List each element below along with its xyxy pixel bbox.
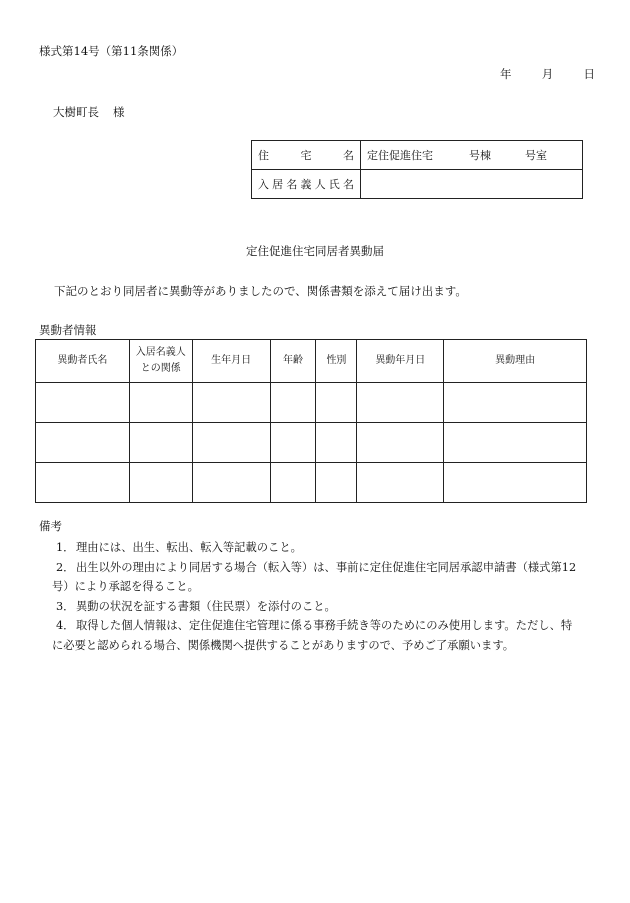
note-number: 1． — [56, 541, 75, 554]
housing-label: 住 宅 名 — [258, 149, 354, 162]
header-gender: 性別 — [316, 340, 357, 383]
note-text: 取得した個人情報は、定住促進住宅管理に係る事務手続き等のためにのみ使用します。ただし、特 — [76, 619, 573, 632]
cell-age[interactable] — [270, 463, 316, 503]
note-item — [56, 597, 592, 617]
cell-name[interactable] — [36, 463, 130, 503]
cell-reason[interactable] — [444, 463, 587, 503]
note-text: 理由には、出生、転出、転入等記載のこと。 — [76, 541, 302, 554]
note-item — [52, 616, 592, 655]
note-number: 2． — [56, 560, 75, 574]
notes-title: 備考 — [39, 519, 62, 533]
header-change-date: 異動年月日 — [357, 340, 444, 383]
cell-name[interactable] — [36, 383, 130, 423]
cell-age[interactable] — [270, 423, 316, 463]
cell-reason[interactable] — [444, 423, 587, 463]
tenant-row — [252, 170, 583, 199]
header-relation — [129, 340, 192, 383]
housing-row — [252, 141, 583, 170]
note-text: 異動の状況を証する書類（住民票）を添付のこと。 — [76, 599, 336, 613]
intro-text: 下記のとおり同居者に異動等がありましたので、関係書類を添えて届け出ます。 — [54, 284, 467, 298]
note-text-continued: に必要と認められる場合、関係機関へ提供することがありますので、予めご了承願います。 — [52, 638, 515, 652]
building-unit: 号棟 — [469, 149, 491, 162]
cell-relation[interactable] — [129, 423, 192, 463]
cell-gender[interactable] — [316, 383, 357, 423]
note-item — [56, 538, 592, 558]
header-reason: 異動理由 — [444, 340, 587, 383]
addressee-suffix: 様 — [113, 105, 125, 119]
cell-change-date[interactable] — [357, 463, 444, 503]
note-item — [52, 558, 592, 597]
cell-relation[interactable] — [129, 463, 192, 503]
cell-age[interactable] — [270, 383, 316, 423]
note-text: 出生以外の理由により同居する場合（転入等）は、事前に定住促進住宅同居承認申請書（様式第12 — [76, 560, 577, 574]
table-header-row — [36, 340, 587, 383]
date-month-label: 月 — [541, 67, 554, 81]
date-day-label: 日 — [583, 67, 595, 81]
header-relation-line1: 入居名義人 — [135, 347, 186, 358]
cell-change-date[interactable] — [357, 383, 444, 423]
table-row — [36, 383, 587, 423]
tenant-label: 入 居 名 義 人 氏 名 — [258, 178, 354, 191]
cell-birth[interactable] — [192, 423, 270, 463]
notes-list — [52, 538, 592, 655]
form-number: 様式第14号（第11条関係） — [39, 44, 184, 58]
cell-change-date[interactable] — [357, 423, 444, 463]
note-number: 4． — [56, 619, 75, 632]
header-name: 異動者氏名 — [36, 340, 130, 383]
document-title: 定住促進住宅同居者異動届 — [246, 244, 384, 258]
date-year-label: 年 — [500, 67, 512, 81]
room-unit: 号室 — [525, 149, 547, 162]
addressee-name: 大樹町長 — [53, 105, 99, 119]
cell-birth[interactable] — [192, 383, 270, 423]
cell-gender[interactable] — [316, 463, 357, 503]
housing-name: 定住促進住宅 — [367, 149, 433, 162]
cell-relation[interactable] — [129, 383, 192, 423]
cell-name[interactable] — [36, 423, 130, 463]
housing-value-cell[interactable] — [361, 141, 583, 170]
table-row — [36, 423, 587, 463]
header-birth: 生年月日 — [192, 340, 270, 383]
note-text-continued: 号）により承認を得ること。 — [52, 580, 199, 593]
cell-reason[interactable] — [444, 383, 587, 423]
addressee — [53, 104, 125, 120]
header-relation-line2: との関係 — [140, 363, 181, 374]
cell-birth[interactable] — [192, 463, 270, 503]
date-row — [500, 66, 595, 82]
note-number: 3． — [56, 599, 75, 613]
cell-gender[interactable] — [316, 423, 357, 463]
table-row — [36, 463, 587, 503]
housing-label-cell — [252, 141, 361, 170]
header-age: 年齢 — [270, 340, 316, 383]
tenant-label-cell — [252, 170, 361, 199]
members-table — [35, 339, 587, 503]
section-label: 異動者情報 — [39, 323, 97, 337]
tenant-value-cell[interactable] — [361, 170, 583, 199]
applicant-info-table — [251, 140, 583, 199]
